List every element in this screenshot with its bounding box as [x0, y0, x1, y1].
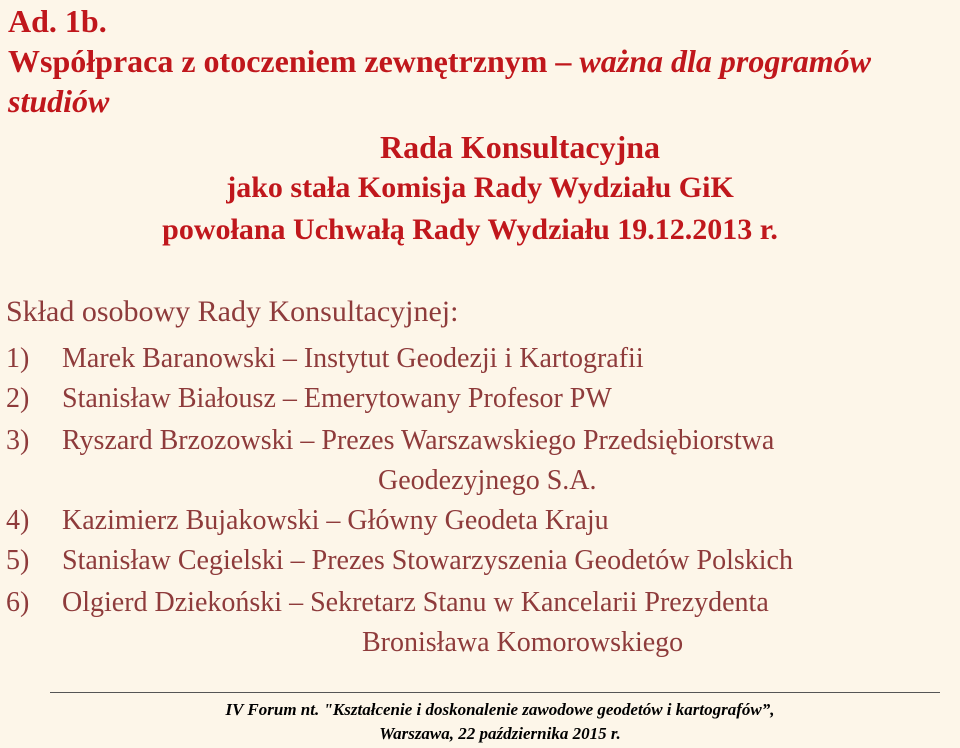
list-item [6, 342, 644, 376]
list-item [6, 382, 612, 416]
list-item-text: Kazimierz Bujakowski – Główny Geodeta Kraju [62, 505, 609, 536]
list-item-text: Stanisław Białousz – Emerytowany Profesor PW [62, 383, 612, 414]
council-resolution: powołana Uchwałą Rady Wydziału 19.12.2013 r. [162, 213, 778, 246]
list-item-text: Olgierd Dziekoński – Sekretarz Stanu w Kancelarii Prezydenta [62, 587, 769, 618]
list-item-text: Ryszard Brzozowski – Prezes Warszawskiego Przedsiębiorstwa [62, 425, 775, 456]
section-number: Ad. 1b. [8, 3, 107, 39]
page-title [8, 42, 871, 80]
list-item [6, 544, 793, 578]
title-italic-continuation: studiów [8, 83, 110, 119]
list-item [6, 586, 769, 620]
council-subtitle: jako stała Komisja Rady Wydziału GiK [226, 171, 734, 204]
members-heading: Skład osobowy Rady Konsultacyjnej: [6, 295, 459, 328]
list-item-number: 4) [6, 505, 30, 536]
list-item [6, 424, 774, 458]
footer-divider [50, 692, 940, 693]
list-item-text: Stanisław Cegielski – Prezes Stowarzyszenia Geodetów Polskich [62, 545, 793, 576]
list-item [6, 504, 609, 538]
list-item-continuation: Bronisława Komorowskiego [362, 627, 684, 658]
list-item-text: Marek Baranowski – Instytut Geodezji i Kartografii [62, 343, 644, 374]
list-item-number: 2) [6, 383, 30, 414]
list-item-number: 6) [6, 587, 30, 618]
title-regular: Współpraca z otoczeniem zewnętrznym – [8, 43, 572, 79]
council-name: Rada Konsultacyjna [379, 129, 661, 165]
list-item-number: 1) [6, 343, 30, 374]
list-item-number: 5) [6, 545, 30, 576]
footer-date: Warszawa, 22 października 2015 r. [379, 724, 621, 743]
footer-event: IV Forum nt. "Kształcenie i doskonalenie zawodowe geodetów i kartografów”, [225, 700, 775, 719]
list-item-number: 3) [6, 425, 30, 456]
title-italic: ważna dla programów [579, 43, 872, 79]
list-item-continuation: Geodezyjnego S.A. [378, 465, 597, 496]
